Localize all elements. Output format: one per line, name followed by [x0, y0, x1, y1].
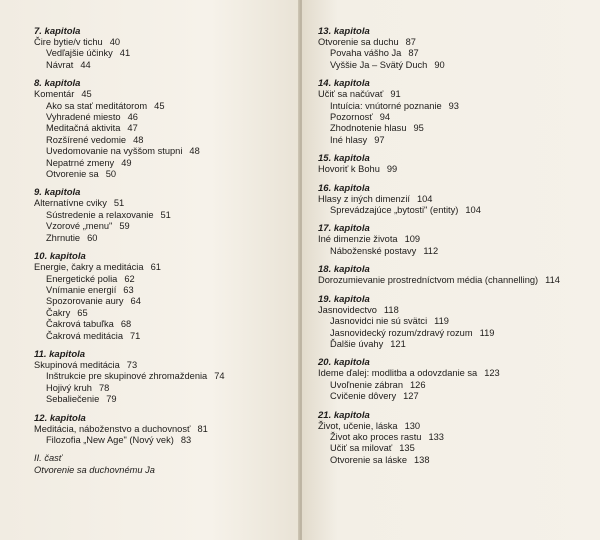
entry-text: Alternatívne cviky [34, 198, 107, 209]
toc-entry [318, 194, 600, 205]
toc-subentry [34, 331, 300, 342]
entry-page-number: 46 [127, 112, 138, 123]
entry-text: Intuícia: vnútorné poznanie [330, 100, 442, 111]
toc-entry [34, 198, 300, 209]
entry-page-number: 51 [160, 209, 171, 220]
entry-page-number: 51 [113, 198, 125, 209]
entry-page-number: 109 [404, 234, 421, 245]
entry-page-number: 48 [133, 134, 144, 145]
entry-page-number: 94 [379, 112, 391, 123]
chapter-block [318, 153, 600, 175]
entry-page-number: 87 [408, 48, 419, 59]
entry-text: Čakry [46, 307, 71, 318]
entry-text: Skupinová meditácia [34, 359, 120, 370]
entry-page-number: 49 [121, 157, 132, 168]
toc-entry [318, 368, 600, 379]
chapter-title: 12. kapitola [34, 412, 86, 424]
entry-page-number: 64 [130, 296, 141, 307]
toc-entry [34, 360, 300, 371]
chapter-block [318, 26, 600, 71]
entry-text: Vzorové „menu" [46, 221, 113, 232]
entry-page-number: 61 [150, 262, 161, 273]
toc-subentry [34, 435, 300, 446]
entry-text: Vyhradené miesto [46, 112, 121, 123]
toc-subentry [318, 432, 600, 443]
entry-page-number: 48 [189, 146, 200, 157]
toc-subentry [34, 274, 300, 285]
entry-page-number: 59 [119, 221, 130, 232]
chapter-title: 16. kapitola [318, 182, 370, 194]
chapter-block [34, 78, 300, 180]
entry-text: Uvedomovanie na vyššom stupni [46, 146, 183, 157]
entry-page-number: 47 [127, 123, 138, 134]
toc-subentry [34, 394, 300, 405]
entry-text: Energie, čakry a meditácia [34, 262, 144, 273]
entry-page-number: 130 [404, 420, 421, 431]
chapter-block [318, 264, 600, 286]
chapter-block [318, 294, 600, 351]
right-page [302, 0, 600, 540]
entry-page-number: 74 [214, 371, 225, 382]
toc-subentry [318, 391, 600, 402]
entry-page-number: 79 [106, 394, 117, 405]
entry-page-number: 40 [109, 37, 121, 47]
entry-text: Ideme ďalej: modlitba a odovzdanie sa [318, 368, 478, 379]
entry-page-number: 87 [405, 37, 416, 47]
entry-text: Inštrukcie pre skupinové zhromaždenia [46, 371, 208, 382]
toc-subentry [34, 383, 300, 394]
entry-page-number: 104 [416, 193, 433, 204]
entry-text: Hojivý kruh [46, 382, 92, 393]
entry-text: Čakrová meditácia [46, 330, 123, 341]
chapter-title: 11. kapitola [34, 348, 86, 360]
toc-subentry [34, 296, 300, 307]
entry-text: Otvorenie sa [46, 169, 99, 180]
entry-page-number: 73 [126, 359, 138, 370]
toc-subentry [318, 135, 600, 146]
chapter-title: 15. kapitola [318, 153, 370, 165]
entry-text: Uvoľnenie zábran [330, 379, 403, 390]
toc-entry [34, 89, 300, 100]
toc-subentry [34, 308, 300, 319]
entry-page-number: 97 [374, 134, 385, 145]
entry-text: Učiť sa načúvať [318, 89, 384, 100]
toc-subentry [34, 221, 300, 232]
toc-entry [318, 421, 600, 432]
entry-page-number: 119 [434, 316, 449, 327]
chapter-title: 14. kapitola [318, 78, 370, 90]
entry-page-number: 138 [414, 454, 430, 465]
entry-page-number: 50 [105, 169, 117, 180]
entry-text: Jasnovidecký rozum/zdravý rozum [330, 327, 473, 338]
entry-page-number: 45 [81, 89, 92, 100]
entry-text: Vnímanie energií [46, 284, 117, 295]
chapter-title: 7. kapitola [34, 26, 81, 37]
toc-subentry [34, 285, 300, 296]
toc-subentry [318, 48, 600, 59]
entry-page-number: 41 [119, 48, 131, 59]
entry-text: Meditácia, náboženstvo a duchovnosť [34, 423, 191, 434]
chapter-title: 20. kapitola [318, 357, 370, 369]
chapter-block [318, 78, 600, 146]
entry-text: Vyššie Ja – Svätý Duch [330, 59, 428, 70]
toc-subentry [34, 60, 300, 71]
entry-text: Otvorenie sa duchu [318, 37, 399, 47]
entry-text: Otvorenie sa láske [330, 454, 407, 465]
toc-subentry [34, 135, 300, 146]
entry-text: Nepatrné zmeny [46, 157, 115, 168]
entry-page-number: 104 [465, 205, 481, 216]
chapter-title: 10. kapitola [34, 251, 86, 263]
entry-page-number: 90 [434, 59, 445, 70]
chapter-title: 17. kapitola [318, 223, 370, 235]
entry-page-number: 81 [197, 423, 208, 434]
toc-subentry [318, 123, 600, 134]
entry-text: Život ako proces rastu [330, 431, 422, 442]
entry-page-number: 127 [403, 391, 419, 402]
entry-text: Rozšírené vedomie [46, 134, 127, 145]
entry-text: Zhrnutie [46, 232, 81, 243]
entry-text: Vedľajšie účinky [46, 48, 113, 59]
toc-subentry [318, 101, 600, 112]
toc-entry [34, 37, 300, 48]
entry-text: Hovoriť k Bohu [318, 164, 380, 175]
chapter-title: 13. kapitola [318, 26, 370, 37]
entry-text: Zhodnotenie hlasu [330, 123, 407, 134]
toc-subentry [34, 48, 300, 59]
chapter-title: 19. kapitola [318, 293, 370, 305]
entry-page-number: 65 [77, 307, 88, 318]
toc-subentry [34, 112, 300, 123]
entry-text: Ako sa stať meditátorom [46, 100, 148, 111]
entry-text: Iné hlasy [330, 134, 368, 145]
toc-subentry [34, 146, 300, 157]
entry-text: Komentár [34, 89, 75, 100]
chapter-block [34, 251, 300, 342]
chapter-title: 8. kapitola [34, 78, 81, 90]
entry-page-number: 123 [484, 368, 500, 379]
toc-subentry [318, 205, 600, 216]
toc-entry [34, 424, 300, 435]
chapter-block [34, 413, 300, 447]
right-chapter-list [318, 26, 600, 466]
entry-page-number: 63 [123, 284, 134, 295]
chapter-title: 18. kapitola [318, 264, 370, 276]
entry-page-number: 126 [410, 379, 426, 390]
toc-subentry [318, 328, 600, 339]
entry-text: Náboženské postavy [330, 245, 417, 256]
entry-page-number: 114 [545, 275, 560, 286]
entry-text: Jasnovidci nie sú svätci [330, 316, 428, 327]
toc-subentry [34, 319, 300, 330]
chapter-block [34, 187, 300, 244]
entry-page-number: 60 [87, 232, 98, 243]
chapter-block [318, 183, 600, 217]
chapter-block [318, 223, 600, 257]
toc-entry [318, 89, 600, 100]
toc-subentry [34, 169, 300, 180]
toc-entry [318, 37, 600, 48]
entry-text: Cvičenie dôvery [330, 391, 397, 402]
entry-page-number: 135 [399, 443, 415, 454]
toc-subentry [318, 112, 600, 123]
entry-text: Dorozumievanie prostredníctvom média (channelling) [318, 275, 539, 286]
entry-text: Sprevádzajúce „bytosti" (entity) [330, 205, 459, 216]
entry-text: Meditačná aktivita [46, 123, 121, 134]
chapter-block [318, 357, 600, 402]
entry-page-number: 93 [448, 100, 459, 111]
entry-text: Čire bytie/v tichu [34, 37, 103, 47]
toc-entry [318, 275, 600, 286]
entry-text: Filozofia „New Age" (Nový vek) [46, 434, 174, 445]
toc-entry [34, 262, 300, 273]
entry-page-number: 99 [386, 164, 398, 175]
chapter-block [318, 410, 600, 467]
entry-page-number: 112 [423, 245, 439, 256]
entry-text: Pozornosť [330, 112, 373, 123]
toc-subentry [318, 380, 600, 391]
part-title: Otvorenie sa duchovnému Ja [34, 464, 155, 475]
entry-text: Sústredenie a relaxovanie [46, 209, 154, 220]
entry-page-number: 62 [124, 273, 135, 284]
entry-text: Iné dimenzie života [318, 234, 398, 245]
entry-text: Návrat [46, 59, 74, 70]
left-chapter-list [34, 26, 300, 446]
toc-subentry [318, 60, 600, 71]
entry-page-number: 121 [390, 338, 406, 349]
entry-page-number: 83 [180, 434, 192, 445]
entry-page-number: 91 [390, 89, 401, 100]
chapter-block [34, 26, 300, 71]
chapter-title: 9. kapitola [34, 187, 81, 199]
entry-text: Jasnovidectvo [318, 304, 377, 315]
entry-text: Ďalšie úvahy [330, 338, 384, 349]
entry-text: Učiť sa milovať [330, 443, 393, 454]
toc-subentry [34, 123, 300, 134]
toc-subentry [318, 246, 600, 257]
toc-subentry [34, 210, 300, 221]
toc-entry [318, 234, 600, 245]
entry-text: Čakrová tabuľka [46, 319, 114, 330]
entry-text: Život, učenie, láska [318, 420, 398, 431]
toc-subentry [34, 101, 300, 112]
toc-subentry [318, 455, 600, 466]
part-heading [34, 453, 300, 476]
toc-subentry [34, 371, 300, 382]
chapter-title: 21. kapitola [318, 409, 370, 421]
entry-page-number: 44 [80, 59, 91, 70]
entry-page-number: 118 [383, 304, 399, 315]
toc-subentry [318, 316, 600, 327]
toc-entry [318, 305, 600, 316]
entry-text: Spozorovanie aury [46, 296, 124, 307]
entry-page-number: 78 [98, 382, 110, 393]
entry-page-number: 95 [413, 123, 424, 134]
entry-page-number: 133 [428, 431, 444, 442]
toc-subentry [318, 443, 600, 454]
toc-subentry [318, 339, 600, 350]
part-label: II. časť [34, 453, 63, 464]
entry-page-number: 119 [479, 327, 495, 338]
entry-page-number: 71 [130, 330, 141, 341]
entry-text: Sebaliečenie [46, 394, 100, 405]
toc-subentry [34, 233, 300, 244]
toc-subentry [34, 158, 300, 169]
entry-text: Hlasy z iných dimenzií [318, 193, 410, 204]
toc-entry [318, 164, 600, 175]
chapter-block [34, 349, 300, 406]
entry-page-number: 68 [120, 319, 132, 330]
entry-page-number: 45 [154, 100, 165, 111]
entry-text: Energetické polia [46, 273, 118, 284]
entry-text: Povaha vášho Ja [330, 48, 402, 59]
